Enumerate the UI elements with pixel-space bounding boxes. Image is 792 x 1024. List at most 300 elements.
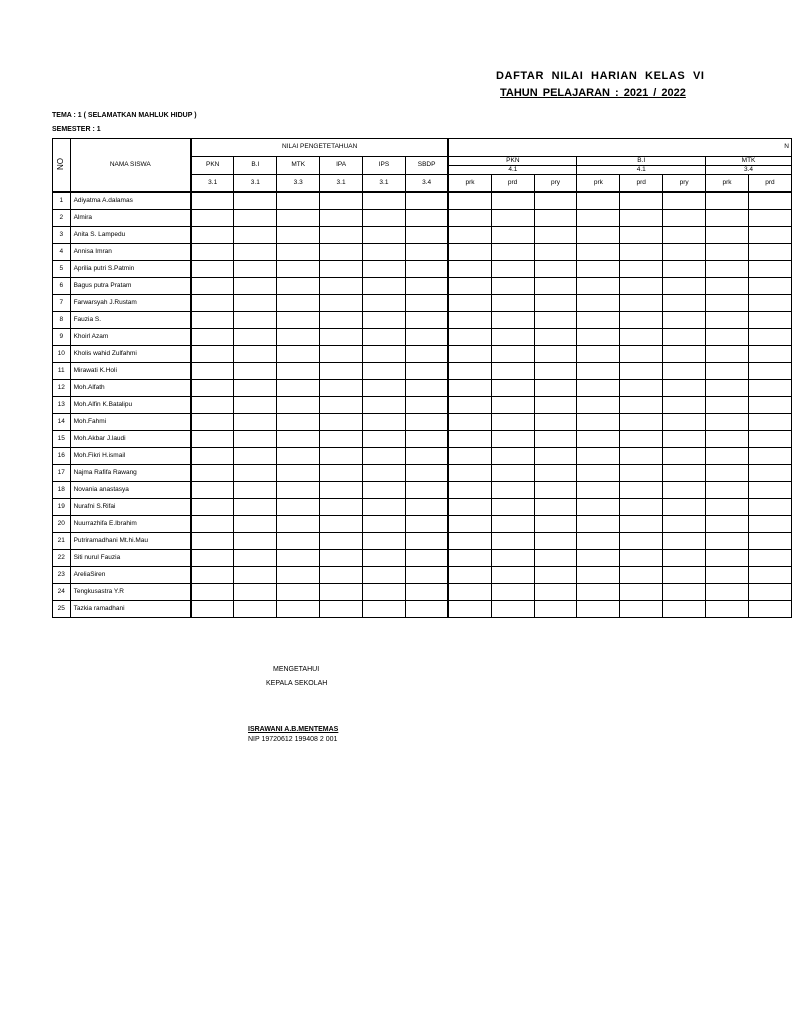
grade-cell[interactable]: [405, 278, 448, 295]
grade-cell[interactable]: [663, 533, 706, 550]
grade-cell[interactable]: [748, 550, 791, 567]
grade-cell[interactable]: [534, 261, 577, 278]
grade-cell[interactable]: [534, 431, 577, 448]
grade-cell[interactable]: [491, 465, 534, 482]
grade-cell[interactable]: [448, 192, 491, 210]
grade-cell[interactable]: [748, 431, 791, 448]
grade-cell[interactable]: [663, 414, 706, 431]
grade-cell[interactable]: [405, 363, 448, 380]
grade-cell[interactable]: [277, 431, 320, 448]
grade-cell[interactable]: [320, 380, 363, 397]
grade-cell[interactable]: [491, 192, 534, 210]
grade-cell[interactable]: [277, 227, 320, 244]
grade-cell[interactable]: [491, 278, 534, 295]
grade-cell[interactable]: [620, 363, 663, 380]
grade-cell[interactable]: [577, 397, 620, 414]
grade-cell[interactable]: [234, 431, 277, 448]
grade-cell[interactable]: [491, 295, 534, 312]
grade-cell[interactable]: [277, 550, 320, 567]
grade-cell[interactable]: [320, 516, 363, 533]
grade-cell[interactable]: [320, 567, 363, 584]
grade-cell[interactable]: [191, 499, 234, 516]
grade-cell[interactable]: [448, 550, 491, 567]
grade-cell[interactable]: [577, 295, 620, 312]
grade-cell[interactable]: [405, 261, 448, 278]
grade-cell[interactable]: [748, 448, 791, 465]
grade-cell[interactable]: [191, 380, 234, 397]
grade-cell[interactable]: [748, 397, 791, 414]
grade-cell[interactable]: [706, 227, 749, 244]
grade-cell[interactable]: [363, 482, 406, 499]
grade-cell[interactable]: [448, 227, 491, 244]
grade-cell[interactable]: [577, 363, 620, 380]
grade-cell[interactable]: [448, 533, 491, 550]
grade-cell[interactable]: [706, 312, 749, 329]
grade-cell[interactable]: [706, 482, 749, 499]
grade-cell[interactable]: [363, 465, 406, 482]
grade-cell[interactable]: [277, 584, 320, 601]
grade-cell[interactable]: [234, 448, 277, 465]
grade-cell[interactable]: [405, 448, 448, 465]
grade-cell[interactable]: [534, 244, 577, 261]
grade-cell[interactable]: [277, 192, 320, 210]
grade-cell[interactable]: [320, 431, 363, 448]
grade-cell[interactable]: [577, 227, 620, 244]
grade-cell[interactable]: [663, 584, 706, 601]
grade-cell[interactable]: [363, 448, 406, 465]
grade-cell[interactable]: [748, 482, 791, 499]
grade-cell[interactable]: [491, 397, 534, 414]
grade-cell[interactable]: [748, 567, 791, 584]
grade-cell[interactable]: [363, 567, 406, 584]
grade-cell[interactable]: [620, 329, 663, 346]
grade-cell[interactable]: [363, 431, 406, 448]
grade-cell[interactable]: [363, 312, 406, 329]
grade-cell[interactable]: [277, 244, 320, 261]
grade-cell[interactable]: [448, 210, 491, 227]
grade-cell[interactable]: [363, 244, 406, 261]
grade-cell[interactable]: [277, 448, 320, 465]
grade-cell[interactable]: [234, 227, 277, 244]
grade-cell[interactable]: [448, 414, 491, 431]
grade-cell[interactable]: [320, 312, 363, 329]
grade-cell[interactable]: [191, 550, 234, 567]
grade-cell[interactable]: [577, 567, 620, 584]
grade-cell[interactable]: [234, 414, 277, 431]
grade-cell[interactable]: [663, 465, 706, 482]
grade-cell[interactable]: [748, 261, 791, 278]
grade-cell[interactable]: [663, 550, 706, 567]
grade-cell[interactable]: [320, 499, 363, 516]
grade-cell[interactable]: [577, 210, 620, 227]
grade-cell[interactable]: [706, 261, 749, 278]
grade-cell[interactable]: [405, 397, 448, 414]
grade-cell[interactable]: [320, 192, 363, 210]
grade-cell[interactable]: [234, 192, 277, 210]
grade-cell[interactable]: [491, 448, 534, 465]
grade-cell[interactable]: [320, 244, 363, 261]
grade-cell[interactable]: [491, 533, 534, 550]
grade-cell[interactable]: [320, 363, 363, 380]
grade-cell[interactable]: [405, 516, 448, 533]
grade-cell[interactable]: [706, 601, 749, 618]
grade-cell[interactable]: [491, 414, 534, 431]
grade-cell[interactable]: [620, 244, 663, 261]
grade-cell[interactable]: [320, 261, 363, 278]
grade-cell[interactable]: [663, 567, 706, 584]
grade-cell[interactable]: [706, 516, 749, 533]
grade-cell[interactable]: [234, 567, 277, 584]
grade-cell[interactable]: [405, 584, 448, 601]
grade-cell[interactable]: [191, 244, 234, 261]
grade-cell[interactable]: [663, 499, 706, 516]
grade-cell[interactable]: [491, 363, 534, 380]
grade-cell[interactable]: [620, 261, 663, 278]
grade-cell[interactable]: [448, 329, 491, 346]
grade-cell[interactable]: [363, 380, 406, 397]
grade-cell[interactable]: [534, 516, 577, 533]
grade-cell[interactable]: [191, 192, 234, 210]
grade-cell[interactable]: [277, 516, 320, 533]
grade-cell[interactable]: [320, 448, 363, 465]
grade-cell[interactable]: [577, 278, 620, 295]
grade-cell[interactable]: [320, 533, 363, 550]
grade-cell[interactable]: [405, 499, 448, 516]
grade-cell[interactable]: [620, 380, 663, 397]
grade-cell[interactable]: [234, 363, 277, 380]
grade-cell[interactable]: [491, 584, 534, 601]
grade-cell[interactable]: [577, 346, 620, 363]
grade-cell[interactable]: [320, 482, 363, 499]
grade-cell[interactable]: [620, 295, 663, 312]
grade-cell[interactable]: [448, 397, 491, 414]
grade-cell[interactable]: [448, 448, 491, 465]
grade-cell[interactable]: [620, 312, 663, 329]
grade-cell[interactable]: [491, 601, 534, 618]
grade-cell[interactable]: [320, 397, 363, 414]
grade-cell[interactable]: [620, 482, 663, 499]
grade-cell[interactable]: [577, 601, 620, 618]
grade-cell[interactable]: [491, 329, 534, 346]
grade-cell[interactable]: [448, 380, 491, 397]
grade-cell[interactable]: [277, 380, 320, 397]
grade-cell[interactable]: [363, 261, 406, 278]
grade-cell[interactable]: [534, 227, 577, 244]
grade-cell[interactable]: [405, 550, 448, 567]
grade-cell[interactable]: [405, 346, 448, 363]
grade-cell[interactable]: [363, 397, 406, 414]
grade-cell[interactable]: [534, 295, 577, 312]
grade-cell[interactable]: [577, 192, 620, 210]
grade-cell[interactable]: [191, 533, 234, 550]
grade-cell[interactable]: [448, 465, 491, 482]
grade-cell[interactable]: [320, 278, 363, 295]
grade-cell[interactable]: [234, 278, 277, 295]
grade-cell[interactable]: [320, 550, 363, 567]
grade-cell[interactable]: [534, 465, 577, 482]
grade-cell[interactable]: [363, 533, 406, 550]
grade-cell[interactable]: [748, 295, 791, 312]
grade-cell[interactable]: [534, 380, 577, 397]
grade-cell[interactable]: [577, 550, 620, 567]
grade-cell[interactable]: [620, 278, 663, 295]
grade-cell[interactable]: [191, 363, 234, 380]
grade-cell[interactable]: [277, 414, 320, 431]
grade-cell[interactable]: [620, 601, 663, 618]
grade-cell[interactable]: [491, 516, 534, 533]
grade-cell[interactable]: [405, 533, 448, 550]
grade-cell[interactable]: [748, 363, 791, 380]
grade-cell[interactable]: [448, 244, 491, 261]
grade-cell[interactable]: [448, 261, 491, 278]
grade-cell[interactable]: [663, 601, 706, 618]
grade-cell[interactable]: [663, 261, 706, 278]
grade-cell[interactable]: [448, 482, 491, 499]
grade-cell[interactable]: [748, 227, 791, 244]
grade-cell[interactable]: [706, 380, 749, 397]
grade-cell[interactable]: [663, 210, 706, 227]
grade-cell[interactable]: [534, 567, 577, 584]
grade-cell[interactable]: [663, 363, 706, 380]
grade-cell[interactable]: [706, 278, 749, 295]
grade-cell[interactable]: [663, 482, 706, 499]
grade-cell[interactable]: [534, 601, 577, 618]
grade-cell[interactable]: [748, 244, 791, 261]
grade-cell[interactable]: [748, 414, 791, 431]
grade-cell[interactable]: [663, 295, 706, 312]
grade-cell[interactable]: [577, 584, 620, 601]
grade-cell[interactable]: [277, 278, 320, 295]
grade-cell[interactable]: [706, 363, 749, 380]
grade-cell[interactable]: [748, 516, 791, 533]
grade-cell[interactable]: [448, 363, 491, 380]
grade-cell[interactable]: [748, 210, 791, 227]
grade-cell[interactable]: [277, 533, 320, 550]
grade-cell[interactable]: [620, 227, 663, 244]
grade-cell[interactable]: [706, 329, 749, 346]
grade-cell[interactable]: [706, 567, 749, 584]
grade-cell[interactable]: [448, 499, 491, 516]
grade-cell[interactable]: [277, 329, 320, 346]
grade-cell[interactable]: [706, 210, 749, 227]
grade-cell[interactable]: [534, 482, 577, 499]
grade-cell[interactable]: [320, 329, 363, 346]
grade-cell[interactable]: [620, 533, 663, 550]
grade-cell[interactable]: [191, 210, 234, 227]
grade-cell[interactable]: [620, 499, 663, 516]
grade-cell[interactable]: [577, 533, 620, 550]
grade-cell[interactable]: [191, 295, 234, 312]
grade-cell[interactable]: [663, 227, 706, 244]
grade-cell[interactable]: [748, 499, 791, 516]
grade-cell[interactable]: [534, 414, 577, 431]
grade-cell[interactable]: [491, 312, 534, 329]
grade-cell[interactable]: [620, 414, 663, 431]
grade-cell[interactable]: [191, 482, 234, 499]
grade-cell[interactable]: [748, 312, 791, 329]
grade-cell[interactable]: [191, 431, 234, 448]
grade-cell[interactable]: [277, 295, 320, 312]
grade-cell[interactable]: [534, 210, 577, 227]
grade-cell[interactable]: [320, 601, 363, 618]
grade-cell[interactable]: [448, 567, 491, 584]
grade-cell[interactable]: [534, 312, 577, 329]
grade-cell[interactable]: [191, 329, 234, 346]
grade-cell[interactable]: [491, 482, 534, 499]
grade-cell[interactable]: [748, 346, 791, 363]
grade-cell[interactable]: [663, 192, 706, 210]
grade-cell[interactable]: [448, 312, 491, 329]
grade-cell[interactable]: [577, 482, 620, 499]
grade-cell[interactable]: [706, 295, 749, 312]
grade-cell[interactable]: [534, 584, 577, 601]
grade-cell[interactable]: [191, 261, 234, 278]
grade-cell[interactable]: [663, 329, 706, 346]
grade-cell[interactable]: [577, 244, 620, 261]
grade-cell[interactable]: [491, 550, 534, 567]
grade-cell[interactable]: [320, 584, 363, 601]
grade-cell[interactable]: [448, 601, 491, 618]
grade-cell[interactable]: [234, 244, 277, 261]
grade-cell[interactable]: [405, 482, 448, 499]
grade-cell[interactable]: [234, 533, 277, 550]
grade-cell[interactable]: [748, 192, 791, 210]
grade-cell[interactable]: [277, 363, 320, 380]
grade-cell[interactable]: [491, 227, 534, 244]
grade-cell[interactable]: [706, 397, 749, 414]
grade-cell[interactable]: [277, 312, 320, 329]
grade-cell[interactable]: [405, 227, 448, 244]
grade-cell[interactable]: [577, 261, 620, 278]
grade-cell[interactable]: [706, 465, 749, 482]
grade-cell[interactable]: [534, 499, 577, 516]
grade-cell[interactable]: [663, 448, 706, 465]
grade-cell[interactable]: [191, 227, 234, 244]
grade-cell[interactable]: [405, 329, 448, 346]
grade-cell[interactable]: [363, 329, 406, 346]
grade-cell[interactable]: [577, 312, 620, 329]
grade-cell[interactable]: [405, 312, 448, 329]
grade-cell[interactable]: [577, 448, 620, 465]
grade-cell[interactable]: [577, 465, 620, 482]
grade-cell[interactable]: [363, 295, 406, 312]
grade-cell[interactable]: [277, 261, 320, 278]
grade-cell[interactable]: [620, 210, 663, 227]
grade-cell[interactable]: [620, 431, 663, 448]
grade-cell[interactable]: [491, 380, 534, 397]
grade-cell[interactable]: [277, 465, 320, 482]
grade-cell[interactable]: [663, 312, 706, 329]
grade-cell[interactable]: [491, 499, 534, 516]
grade-cell[interactable]: [234, 499, 277, 516]
grade-cell[interactable]: [748, 465, 791, 482]
grade-cell[interactable]: [748, 584, 791, 601]
grade-cell[interactable]: [320, 414, 363, 431]
grade-cell[interactable]: [620, 192, 663, 210]
grade-cell[interactable]: [191, 414, 234, 431]
grade-cell[interactable]: [663, 397, 706, 414]
grade-cell[interactable]: [663, 516, 706, 533]
grade-cell[interactable]: [577, 380, 620, 397]
grade-cell[interactable]: [706, 346, 749, 363]
grade-cell[interactable]: [363, 227, 406, 244]
grade-cell[interactable]: [277, 346, 320, 363]
grade-cell[interactable]: [448, 431, 491, 448]
grade-cell[interactable]: [363, 278, 406, 295]
grade-cell[interactable]: [234, 261, 277, 278]
grade-cell[interactable]: [534, 550, 577, 567]
grade-cell[interactable]: [234, 550, 277, 567]
grade-cell[interactable]: [234, 346, 277, 363]
grade-cell[interactable]: [534, 346, 577, 363]
grade-cell[interactable]: [663, 431, 706, 448]
grade-cell[interactable]: [706, 584, 749, 601]
grade-cell[interactable]: [620, 550, 663, 567]
grade-cell[interactable]: [234, 329, 277, 346]
grade-cell[interactable]: [491, 431, 534, 448]
grade-cell[interactable]: [363, 550, 406, 567]
grade-cell[interactable]: [191, 278, 234, 295]
grade-cell[interactable]: [191, 346, 234, 363]
grade-cell[interactable]: [748, 329, 791, 346]
grade-cell[interactable]: [534, 329, 577, 346]
grade-cell[interactable]: [234, 397, 277, 414]
grade-cell[interactable]: [577, 329, 620, 346]
grade-cell[interactable]: [320, 465, 363, 482]
grade-cell[interactable]: [577, 414, 620, 431]
grade-cell[interactable]: [448, 346, 491, 363]
grade-cell[interactable]: [534, 363, 577, 380]
grade-cell[interactable]: [277, 397, 320, 414]
grade-cell[interactable]: [234, 584, 277, 601]
grade-cell[interactable]: [577, 499, 620, 516]
grade-cell[interactable]: [491, 346, 534, 363]
grade-cell[interactable]: [663, 278, 706, 295]
grade-cell[interactable]: [534, 448, 577, 465]
grade-cell[interactable]: [234, 465, 277, 482]
grade-cell[interactable]: [748, 380, 791, 397]
grade-cell[interactable]: [491, 244, 534, 261]
grade-cell[interactable]: [363, 363, 406, 380]
grade-cell[interactable]: [748, 533, 791, 550]
grade-cell[interactable]: [620, 584, 663, 601]
grade-cell[interactable]: [363, 346, 406, 363]
grade-cell[interactable]: [706, 244, 749, 261]
grade-cell[interactable]: [748, 601, 791, 618]
grade-cell[interactable]: [491, 261, 534, 278]
grade-cell[interactable]: [534, 397, 577, 414]
grade-cell[interactable]: [234, 210, 277, 227]
grade-cell[interactable]: [191, 448, 234, 465]
grade-cell[interactable]: [234, 516, 277, 533]
grade-cell[interactable]: [706, 533, 749, 550]
grade-cell[interactable]: [320, 295, 363, 312]
grade-cell[interactable]: [363, 210, 406, 227]
grade-cell[interactable]: [405, 465, 448, 482]
grade-cell[interactable]: [405, 601, 448, 618]
grade-cell[interactable]: [534, 278, 577, 295]
grade-cell[interactable]: [320, 227, 363, 244]
grade-cell[interactable]: [405, 210, 448, 227]
grade-cell[interactable]: [405, 414, 448, 431]
grade-cell[interactable]: [405, 567, 448, 584]
grade-cell[interactable]: [620, 346, 663, 363]
grade-cell[interactable]: [706, 499, 749, 516]
grade-cell[interactable]: [191, 465, 234, 482]
grade-cell[interactable]: [620, 516, 663, 533]
grade-cell[interactable]: [234, 295, 277, 312]
grade-cell[interactable]: [405, 431, 448, 448]
